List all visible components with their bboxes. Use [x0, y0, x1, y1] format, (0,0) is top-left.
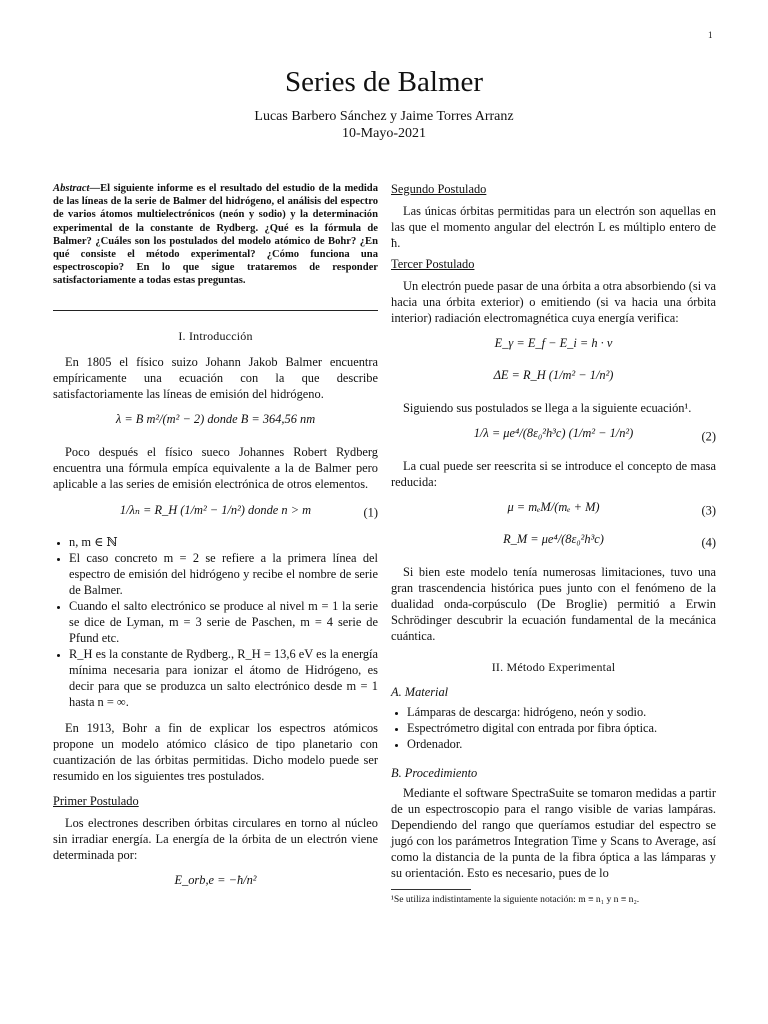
- section-heading-intro: I. Introducción: [178, 328, 253, 343]
- footnote: ¹Se utiliza indistintamente la siguiente notación: m ≡ n₁ y n ≡ n₂.: [391, 894, 640, 905]
- equation-photon-energy: E_γ = E_f − E_i = h · ν: [494, 336, 613, 350]
- reduced-mass-text: La cual puede ser reescrita si se introduce el concepto de masa reducida:: [391, 459, 716, 489]
- list-item: • R_H es la constante de Rydberg., R_H = 13,6 eV es la energía mínima necesaria para ionizar el átomo de Hidrógeno, es decir para que se produzca un salto electrónico desde m = 1 hasta n = ∞.: [69, 646, 378, 710]
- equation-3: [391, 500, 716, 522]
- equation-1-number: (1): [363, 505, 378, 520]
- section-heading-method: II. Método Experimental: [491, 660, 616, 674]
- intro-paragraph-2: Poco después el físico sueco Johannes Robert Rydberg encuentra una fórmula empíca equivalente a la de Balmer pero aplicable a las series de emisión electrónica de otros elementos.: [53, 444, 378, 491]
- second-postulate-heading: Segundo Postulado: [391, 182, 487, 196]
- equation-balmer: λ = B m²/(m² − 2) donde B = 364,56 nm: [115, 411, 316, 426]
- equation-orbit-energy: E_orb,e = −ħ/n²: [174, 872, 257, 887]
- equation-2: [391, 426, 716, 448]
- third-postulate-heading: Tercer Postulado: [391, 257, 475, 271]
- subsection-procedure: B. Procedimiento: [391, 766, 478, 780]
- abstract-text: —El siguiente informe es el resultado del estudio de la medida de las líneas de la serie de Balmer del hidrógeno, el análisis del espectro de varios átomos multielectrónicos (neón y sodio) y la determinación experimental de la constante de Rydberg. ¿Qué es la fórmula de Balmer? ¿Cuáles son los postulados del modelo atómico de Bohr? ¿En qué consiste el método experimental? ¿Cómo funciona una espectroscopio? En lo que sigue trataremos de responder satisfactoriamente a todas estas preguntas.: [53, 183, 378, 287]
- equation-1: [53, 502, 378, 524]
- equation-delta-energy: ΔE = R_H (1/m² − 1/n²): [493, 368, 614, 382]
- equation-2-body: 1/λ = μe⁴/(8ε₀²h³c) (1/m² − 1/n²): [473, 426, 634, 440]
- authors: Lucas Barbero Sánchez y Jaime Torres Arranz: [254, 109, 514, 124]
- subsection-material: A. Material: [391, 685, 449, 699]
- left-column: [53, 182, 378, 905]
- model-limitations-text: Si bien este modelo tenía numerosas limitaciones, tuvo una gran trascendencia histórica pues junto con el fenómeno de la dualidad onda-corpúsculo (De Broglie) permitió a Erwin Schrödinger descubrir la ecuación fundamental de la mecánica cuántica.: [391, 565, 716, 643]
- procedure-text: Mediante el software SpectraSuite se tomaron medidas a partir de un espectroscopio para el rango visible de varias lampáras. Dependiendo del rango que queríamos estudiar del espectro se jugó con los parámetros Integration Time y Scans to Average, así como la distancia de la punta de la fibra óptica a las lámparas y su orientación. Esto es necesario, pues de lo: [391, 786, 716, 880]
- first-postulate-heading: Primer Postulado: [53, 793, 139, 808]
- first-postulate-text: Los electrones describen órbitas circulares en torno al núcleo sin irradiar energía. La energía de la órbita de un electrón viene determinada por:: [53, 815, 378, 862]
- list-item: • Espectrómetro digital con entrada por fibra óptica.: [407, 720, 716, 736]
- equation-4: [391, 532, 716, 554]
- equation-3-number: (3): [701, 503, 716, 518]
- equation-2-number: (2): [701, 429, 716, 444]
- second-postulate-text: Las únicas órbitas permitidas para un electrón son aquellas en las que el momento angular del electrón L es múltiplo entero de ħ.: [391, 204, 716, 250]
- intro-paragraph-1: En 1805 el físico suizo Johann Jakob Balmer encuentra empíricamente una ecuación con la que describe satisfactoriamente las líneas de emisión del hidrógeno.: [53, 354, 378, 401]
- list-item: • Ordenador.: [407, 736, 716, 752]
- materials-list: [391, 704, 716, 752]
- list-item: • Lámparas de descarga: hidrógeno, neón y sodio.: [407, 704, 716, 720]
- footnote-divider: [391, 889, 471, 890]
- intro-paragraph-3: En 1913, Bohr a fin de explicar los espectros atómicos propone un modelo atómico clásico de tipo planetario con cuantización de las órbitas permitidas. Dicho modelo puede ser resumido en los siguientes tres postulados.: [53, 720, 378, 783]
- equation-4-number: (4): [701, 535, 716, 550]
- equation-4-body: R_M = μe⁴/(8ε₀²h³c): [503, 532, 604, 546]
- equation-3-body: μ = mₑM/(mₑ + M): [507, 500, 600, 514]
- equation-1-body: 1/λₙ = R_H (1/m² − 1/n²) donde n > m: [119, 502, 312, 517]
- right-column: [391, 182, 716, 906]
- abstract-label: Abstract: [53, 183, 90, 194]
- abstract: [53, 182, 378, 288]
- date: 10-Mayo-2021: [342, 126, 426, 141]
- page-title: Series de Balmer: [284, 66, 484, 98]
- list-item: • n, m ∈ ℕ: [69, 534, 378, 550]
- page-number: 1: [708, 30, 713, 40]
- third-postulate-text: Un electrón puede pasar de una órbita a otra absorbiendo (si va hacia una órbita exterior) o emitiendo (si va hacia una órbita interior) radiación electromagnética cuya energía verifica:: [391, 279, 716, 325]
- rydberg-bullets: [53, 534, 378, 710]
- abstract-divider: [53, 310, 378, 311]
- list-item: • Cuando el salto electrónico se produce al nivel m = 1 la serie se dice de Lyman, m = 3 serie de Paschen, m = 4 serie de Pfund etc.: [69, 598, 378, 646]
- following-postulates-text: Siguiendo sus postulados se llega a la siguiente ecuación¹.: [403, 401, 692, 415]
- list-item: • El caso concreto m = 2 se refiere a la primera línea del espectro de emisión del hidrógeno y recibe el nombre de serie de Balmer.: [69, 550, 378, 598]
